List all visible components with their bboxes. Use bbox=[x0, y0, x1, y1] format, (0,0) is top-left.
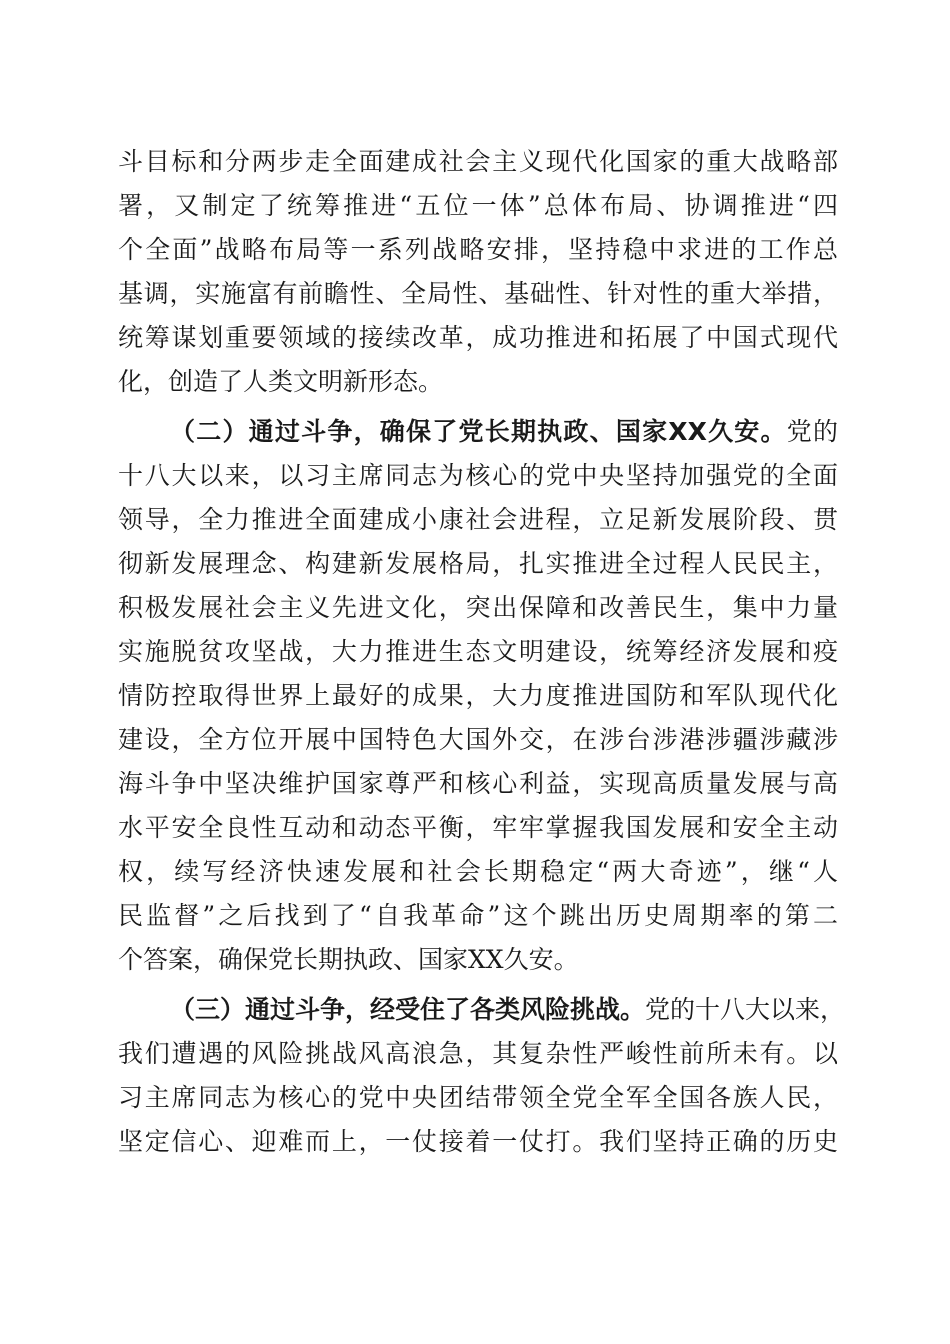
text-line: 斗目标和分两步走全面建成社会主义现代化国家的重大战略部 bbox=[118, 147, 838, 176]
text-line: 署，又制定了统筹推进“五位一体”总体布局、协调推进“四 bbox=[118, 191, 838, 220]
text-line: 基调，实施富有前瞻性、全局性、基础性、针对性的重大举措， bbox=[118, 279, 838, 308]
text-run: 党的 bbox=[786, 417, 838, 446]
text-line: 民监督”之后找到了“自我革命”这个跳出历史周期率的第二 bbox=[118, 901, 838, 930]
text-line: 情防控取得世界上最好的成果，大力度推进国防和军队现代化 bbox=[118, 681, 838, 710]
text-line: 十八大以来，以习主席同志为核心的党中央坚持加强党的全面 bbox=[118, 461, 838, 490]
paragraph-2-first-line bbox=[170, 414, 838, 450]
text-line: 权，续写经济快速发展和社会长期稳定“两大奇迹”，继“人 bbox=[118, 857, 838, 886]
text-line: 坚定信心、迎难而上，一仗接着一仗打。我们坚持正确的历史 bbox=[118, 1127, 838, 1156]
text-line: 个全面”战略布局等一系列战略安排，坚持稳中求进的工作总 bbox=[118, 235, 838, 264]
text-line: 我们遭遇的风险挑战风高浪急，其复杂性严峻性前所未有。以 bbox=[118, 1039, 838, 1068]
text-line: 海斗争中坚决维护国家尊严和核心利益，实现高质量发展与高 bbox=[118, 769, 838, 798]
text-line: 建设，全方位开展中国特色大国外交，在涉台涉港涉疆涉藏涉 bbox=[118, 725, 838, 754]
text-line: 统筹谋划重要领域的接续改革，成功推进和拓展了中国式现代 bbox=[118, 323, 838, 352]
text-line: 个答案，确保党长期执政、国家XX久安。 bbox=[118, 945, 579, 974]
text-line: 实施脱贫攻坚战，大力推进生态文明建设，统筹经济发展和疫 bbox=[118, 637, 838, 666]
text-line: 积极发展社会主义先进文化，突出保障和改善民生，集中力量 bbox=[118, 593, 838, 622]
section-heading-3: （三）通过斗争，经受住了各类风险挑战。 bbox=[170, 995, 646, 1024]
paragraph-3-first-line bbox=[170, 992, 846, 1028]
text-line: 化，创造了人类文明新形态。 bbox=[118, 367, 444, 396]
text-line: 领导，全力推进全面建成小康社会进程，立足新发展阶段、贯 bbox=[118, 505, 838, 534]
text-line: 习主席同志为核心的党中央团结带领全党全军全国各族人民， bbox=[118, 1083, 838, 1112]
text-line: 水平安全良性互动和动态平衡，牢牢掌握我国发展和安全主动 bbox=[118, 813, 838, 842]
text-run: 党的十八大以来， bbox=[645, 995, 846, 1024]
text-line: 彻新发展理念、构建新发展格局，扎实推进全过程人民民主， bbox=[118, 549, 838, 578]
section-heading-2: （二）通过斗争，确保了党长期执政、国家XX久安。 bbox=[170, 417, 787, 446]
